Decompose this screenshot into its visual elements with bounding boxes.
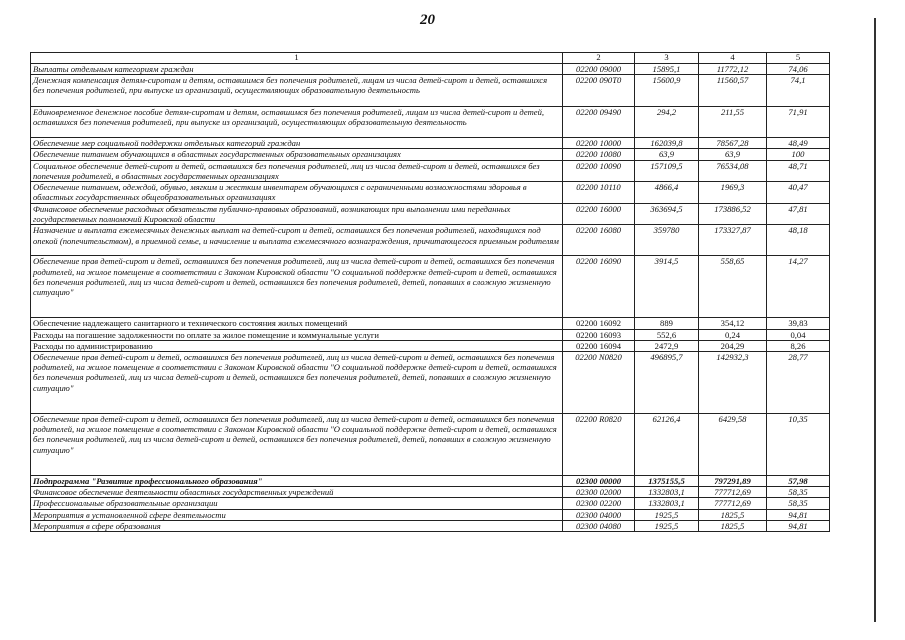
cell-fact: 78567,28 [699, 138, 767, 149]
cell-fact: 558,65 [699, 256, 767, 318]
cell-plan: 3914,5 [635, 256, 699, 318]
cell-code: 02200 16094 [563, 340, 635, 351]
cell-pct: 100 [767, 149, 830, 160]
cell-name: Социальное обеспечение детей-сирот и детей, оставшихся без попечения родителей, лиц из числа детей-сирот и детей, оставшихся без попечения родителей, в областных государственных организациях [31, 160, 563, 181]
column-header-5: 5 [767, 53, 830, 64]
cell-name: Обеспечение мер социальной поддержки отдельных категорий граждан [31, 138, 563, 149]
cell-fact: 0,24 [699, 329, 767, 340]
cell-plan: 294,2 [635, 107, 699, 138]
table-row [31, 520, 830, 531]
cell-code: 02200 10000 [563, 138, 635, 149]
cell-name: Мероприятия в сфере образования [31, 520, 563, 531]
cell-code: 02300 00000 [563, 476, 635, 487]
column-header-1: 1 [31, 53, 563, 64]
cell-plan: 552,6 [635, 329, 699, 340]
table-row [31, 138, 830, 149]
cell-code: 02200 10090 [563, 160, 635, 181]
cell-code: 02200 N0820 [563, 352, 635, 414]
table-row [31, 498, 830, 509]
cell-fact: 777712,69 [699, 487, 767, 498]
cell-pct: 48,71 [767, 160, 830, 181]
cell-code: 02200 09000 [563, 64, 635, 75]
cell-fact: 76534,08 [699, 160, 767, 181]
cell-fact: 1969,3 [699, 182, 767, 204]
cell-plan: 1332803,1 [635, 487, 699, 498]
table-row [31, 204, 830, 225]
table-header-row [31, 53, 830, 64]
cell-name: Обеспечение питанием, одеждой, обувью, мягким и жестким инвентарем обучающихся с ограниченными возможностями здоровья в областных государственных общеобразовательных организациях [31, 182, 563, 204]
table-row [31, 64, 830, 75]
cell-code: 02300 02000 [563, 487, 635, 498]
table-row [31, 414, 830, 476]
cell-plan: 157109,5 [635, 160, 699, 181]
cell-plan: 63,9 [635, 149, 699, 160]
table-row [31, 487, 830, 498]
cell-pct: 71,91 [767, 107, 830, 138]
cell-fact: 777712,69 [699, 498, 767, 509]
cell-name: Выплаты отдельным категориям граждан [31, 64, 563, 75]
scan-edge-line [874, 18, 876, 622]
table-row [31, 256, 830, 318]
cell-code: 02200 16093 [563, 329, 635, 340]
cell-name: Денежная компенсация детям-сиротам и детям, оставшимся без попечения родителей, лицам из числа детей-сирот и детей, оставшихся без попечения родителей, при выпуске из организаций, осуществляющих образовательную деятельность [31, 75, 563, 107]
cell-pct: 39,83 [767, 318, 830, 329]
table-row [31, 225, 830, 256]
cell-code: 02200 16000 [563, 204, 635, 225]
table-row [31, 182, 830, 204]
cell-plan: 162039,8 [635, 138, 699, 149]
cell-fact: 6429,58 [699, 414, 767, 476]
cell-name: Обеспечение прав детей-сирот и детей, оставшихся без попечения родителей, лиц из числа детей-сирот и детей, оставшихся без попечения родителей, на жилое помещение в соответствии с Законом Кировской области "О социальной поддержке детей-сирот и детей, оставшихся без попечения родителей, лиц из числа детей-сирот и детей, оставшихся без попечения родителей, детей, попавших в сложную жизненную ситуацию" [31, 414, 563, 476]
cell-pct: 47,81 [767, 204, 830, 225]
cell-pct: 10,35 [767, 414, 830, 476]
table-row [31, 149, 830, 160]
cell-fact: 354,12 [699, 318, 767, 329]
cell-fact: 142932,3 [699, 352, 767, 414]
cell-pct: 58,35 [767, 498, 830, 509]
cell-plan: 15600,9 [635, 75, 699, 107]
cell-code: 02200 090Т0 [563, 75, 635, 107]
table-row [31, 107, 830, 138]
cell-pct: 74,1 [767, 75, 830, 107]
cell-name: Обеспечение питанием обучающихся в областных государственных образовательных организациях [31, 149, 563, 160]
cell-name: Расходы на погашение задолженности по оплате за жилое помещение и коммунальные услуги [31, 329, 563, 340]
cell-plan: 2472,9 [635, 340, 699, 351]
column-header-2: 2 [563, 53, 635, 64]
cell-fact: 1825,5 [699, 520, 767, 531]
cell-name: Обеспечение прав детей-сирот и детей, оставшихся без попечения родителей, лиц из числа детей-сирот и детей, оставшихся без попечения родителей, на жилое помещение в соответствии с Законом Кировской области "О социальной поддержке детей-сирот и детей, оставшихся без попечения родителей, лиц из числа детей-сирот и детей, оставшихся без попечения родителей, детей, попавших в сложную жизненную ситуацию" [31, 256, 563, 318]
cell-code: 02200 09490 [563, 107, 635, 138]
cell-pct: 28,77 [767, 352, 830, 414]
cell-name: Финансовое обеспечение деятельности областных государственных учреждений [31, 487, 563, 498]
cell-plan: 15895,1 [635, 64, 699, 75]
cell-plan: 1925,5 [635, 520, 699, 531]
table-row [31, 329, 830, 340]
cell-name: Обеспечение надлежащего санитарного и технического состояния жилых помещений [31, 318, 563, 329]
cell-name: Обеспечение прав детей-сирот и детей, оставшихся без попечения родителей, лиц из числа детей-сирот и детей, оставшихся без попечения родителей, на жилое помещение в соответствии с Законом Кировской области "О социальной поддержке детей-сирот и детей, оставшихся без попечения родителей, лиц из числа детей-сирот и детей, оставшихся без попечения родителей, детей, попавших в сложную жизненную ситуацию" [31, 352, 563, 414]
table-row [31, 160, 830, 181]
cell-pct: 40,47 [767, 182, 830, 204]
cell-plan: 889 [635, 318, 699, 329]
table-row [31, 340, 830, 351]
cell-fact: 173886,52 [699, 204, 767, 225]
cell-pct: 48,49 [767, 138, 830, 149]
cell-name: Назначение и выплата ежемесячных денежных выплат на детей-сирот и детей, оставшихся без попечения родителей, находящихся под опекой (попечительством), в приемной семье, и начисление и выплата ежемесячного вознаграждения, причитающегося приемным родителям [31, 225, 563, 256]
cell-plan: 1332803,1 [635, 498, 699, 509]
cell-code: 02200 16090 [563, 256, 635, 318]
table-row [31, 476, 830, 487]
cell-name: Финансовое обеспечение расходных обязательств публично-правовых образований, возникающих при выполнении ими переданных государственных полномочий Кировской области [31, 204, 563, 225]
cell-plan: 1925,5 [635, 509, 699, 520]
budget-table [30, 52, 830, 532]
cell-plan: 4866,4 [635, 182, 699, 204]
cell-code: 02200 16080 [563, 225, 635, 256]
table-row [31, 75, 830, 107]
column-header-3: 3 [635, 53, 699, 64]
cell-pct: 14,27 [767, 256, 830, 318]
cell-code: 02200 10080 [563, 149, 635, 160]
cell-pct: 8,26 [767, 340, 830, 351]
cell-fact: 11772,12 [699, 64, 767, 75]
cell-name: Профессиональные образовательные организации [31, 498, 563, 509]
cell-pct: 48,18 [767, 225, 830, 256]
table-row [31, 509, 830, 520]
cell-fact: 204,29 [699, 340, 767, 351]
cell-fact: 797291,89 [699, 476, 767, 487]
cell-fact: 1825,5 [699, 509, 767, 520]
cell-name: Мероприятия в установленной сфере деятельности [31, 509, 563, 520]
cell-code: 02200 R0820 [563, 414, 635, 476]
cell-name: Единовременное денежное пособие детям-сиротам и детям, оставшимся без попечения родителей, лицам из числа детей-сирот и детей, оставшихся без попечения родителей, при выпуске из организаций, осуществляющих образовательную деятельность [31, 107, 563, 138]
cell-code: 02300 02200 [563, 498, 635, 509]
cell-code: 02200 16092 [563, 318, 635, 329]
cell-pct: 58,35 [767, 487, 830, 498]
cell-code: 02300 04080 [563, 520, 635, 531]
cell-fact: 63,9 [699, 149, 767, 160]
cell-pct: 94,81 [767, 509, 830, 520]
cell-pct: 0,04 [767, 329, 830, 340]
cell-plan: 363694,5 [635, 204, 699, 225]
cell-fact: 211,55 [699, 107, 767, 138]
cell-fact: 11560,57 [699, 75, 767, 107]
cell-code: 02300 04000 [563, 509, 635, 520]
cell-plan: 496895,7 [635, 352, 699, 414]
page-number: 20 [420, 12, 435, 28]
cell-fact: 173327,87 [699, 225, 767, 256]
cell-plan: 1375155,5 [635, 476, 699, 487]
table-row [31, 352, 830, 414]
cell-pct: 57,98 [767, 476, 830, 487]
cell-plan: 62126,4 [635, 414, 699, 476]
column-header-4: 4 [699, 53, 767, 64]
cell-plan: 359780 [635, 225, 699, 256]
cell-code: 02200 10110 [563, 182, 635, 204]
cell-pct: 74,06 [767, 64, 830, 75]
table-row [31, 318, 830, 329]
cell-name: Подпрограмма "Развитие профессионального образования" [31, 476, 563, 487]
cell-name: Расходы по администрированию [31, 340, 563, 351]
cell-pct: 94,81 [767, 520, 830, 531]
